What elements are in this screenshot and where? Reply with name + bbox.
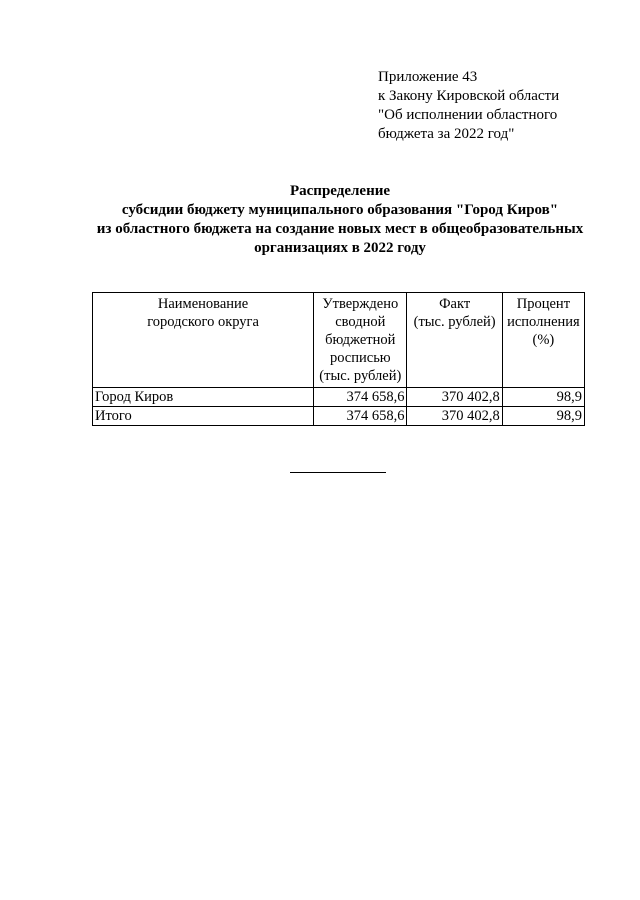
header-line: сводной <box>335 314 386 330</box>
header-fact <box>407 293 502 388</box>
header-line: городского округа <box>147 314 259 330</box>
appendix-reference <box>378 68 618 144</box>
cell-approved: 374 658,6 <box>314 388 407 407</box>
document-title <box>40 182 640 258</box>
header-line: бюджетной <box>325 332 396 348</box>
appendix-line: "Об исполнении областного <box>378 107 558 123</box>
header-percent <box>502 293 584 388</box>
appendix-line: Приложение 43 <box>378 69 478 85</box>
closing-divider <box>290 472 386 473</box>
cell-percent: 98,9 <box>502 388 584 407</box>
subsidy-table <box>92 292 585 426</box>
header-line: исполнения <box>507 314 580 330</box>
header-line: Процент <box>516 296 571 312</box>
cell-percent: 98,9 <box>502 407 584 426</box>
title-line: Распределение <box>289 183 391 199</box>
cell-fact: 370 402,8 <box>407 388 502 407</box>
header-line: росписью <box>329 350 391 366</box>
cell-name: Итого <box>93 407 314 426</box>
header-line: Факт <box>439 296 471 312</box>
title-line: субсидии бюджету муниципального образования "Город Киров" <box>121 202 559 218</box>
table-row <box>93 388 585 407</box>
table-row-total <box>93 407 585 426</box>
header-line: (%) <box>532 332 555 348</box>
cell-name: Город Киров <box>93 388 314 407</box>
header-line: Наименование <box>157 296 249 312</box>
header-name <box>93 293 314 388</box>
title-line: из областного бюджета на создание новых мест в общеобразовательных <box>96 221 584 237</box>
cell-approved: 374 658,6 <box>314 407 407 426</box>
title-line: организациях в 2022 году <box>254 240 426 256</box>
header-line: Утверждено <box>322 296 399 312</box>
cell-fact: 370 402,8 <box>407 407 502 426</box>
header-line: (тыс. рублей) <box>413 314 496 330</box>
table-header-row <box>93 293 585 388</box>
header-approved <box>314 293 407 388</box>
appendix-line: бюджета за 2022 год" <box>378 126 515 142</box>
header-line: (тыс. рублей) <box>319 368 402 384</box>
appendix-line: к Закону Кировской области <box>378 88 560 104</box>
